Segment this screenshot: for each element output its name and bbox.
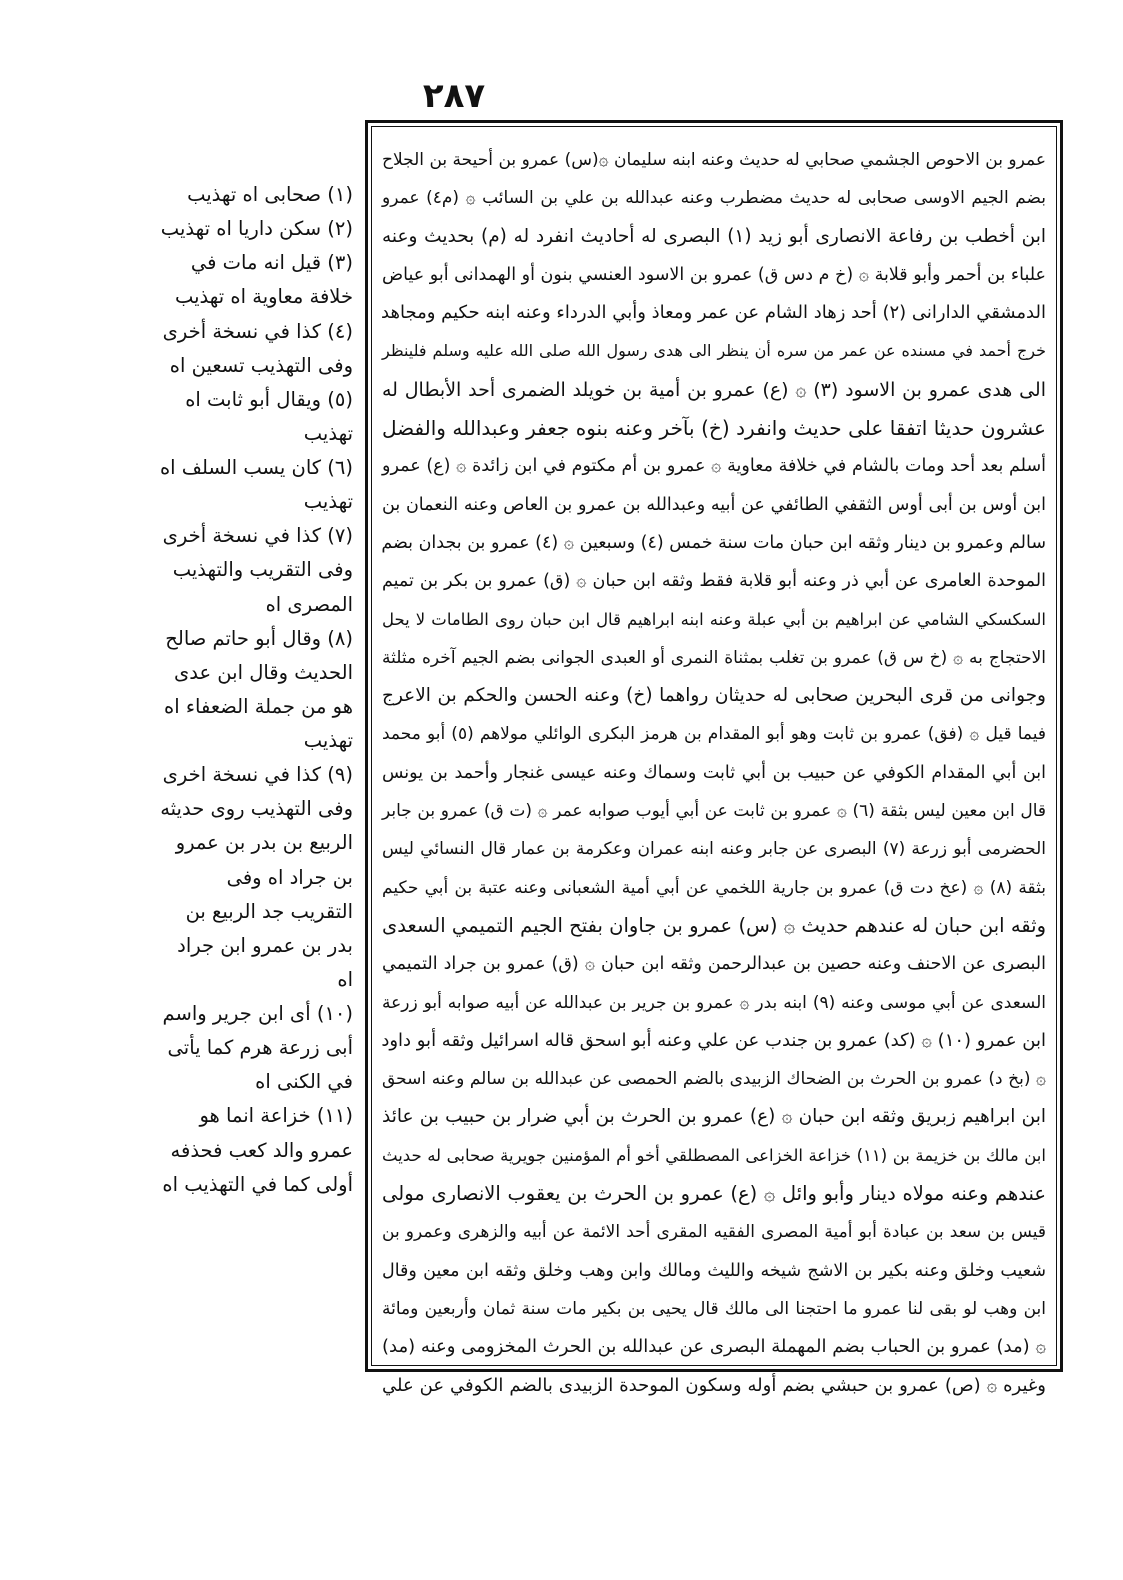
text-line: فيما قيل ۞ (فق) عمرو بن ثابت وهو أبو المقدام بن هرمز البكرى الوائلي مولاهم (٥) أبو محمد	[382, 724, 1046, 745]
text-line: السكسكي الشامي عن ابراهيم بن أبي عبلة وعنه ابنه ابراهيم قال ابن حبان روى الطامات لا يحل	[382, 609, 1046, 629]
text-line: عمرو بن الاحوص الجشمي صحابي له حديث وعنه ابنه سليمان ۞(س) عمرو بن أحيحة بن الجلاح	[382, 150, 1046, 170]
margin-note: (١١) خزاعة انما هو عمرو والد كعب فحذفه أولى كما في التهذيب اه	[162, 1104, 353, 1196]
text-line: قال ابن معين ليس بثقة (٦) ۞ عمرو بن ثابت عن أبي أيوب صوابه عمر ۞ (ت ق) عمرو بن جابر	[382, 801, 1047, 822]
margin-note: (١) صحابى اه تهذيب	[187, 183, 353, 206]
text-line: السعدى عن أبي موسى وعنه (٩) ابنه بدر ۞ عمرو بن جرير بن عبدالله عن أبيه صوابه أبو زرعة	[382, 992, 1046, 1013]
text-line: ابن مالك بن خزيمة بن (١١) خزاعة الخزاعى المصطلقي أخو أم المؤمنين جويرية صحابى له حديث	[382, 1145, 1046, 1165]
text-line: البصرى عن الاحنف وعنه حصين بن عبدالرحمن وثقه ابن حبان ۞ (ق) عمرو بن جراد التميمي	[382, 954, 1046, 975]
text-line: شعيب وخلق وعنه بكير بن الاشج شيخه والليث ومالك وابن وهب وخلق وثقه ابن معين وقال	[382, 1260, 1046, 1281]
margin-note: (٢) سكن داريا اه تهذيب	[160, 217, 353, 241]
margin-note: (١٠) أى ابن جرير واسم أبى زرعة هرم كما يأتى في الكنى اه	[162, 1002, 353, 1094]
text-line: قيس بن سعد بن عبادة أبو أمية المصرى الفقيه المقرى أحد الائمة عن أبيه والزهرى وعمرو بن	[382, 1222, 1046, 1243]
text-line: أسلم بعد أحد ومات بالشام في خلافة معاوية ۞ عمرو بن أم مكتوم في ابن زائدة ۞ (ع) عمرو	[382, 456, 1046, 477]
text-line: سالم وعمرو بن دينار وثقه ابن حبان مات سنة خمس (٤) وسبعين ۞ (٤) عمرو بن بجدان بضم	[381, 532, 1046, 553]
main-text-frame	[365, 120, 1063, 1396]
text-line: ۞ (بخ د) عمرو بن الحرث بن الضحاك الزبيدى بالضم الحمصى عن عبدالله بن سالم وعنه اسحق	[382, 1069, 1046, 1090]
text-line: عندهم وعنه مولاه دينار وأبو وائل ۞ (ع) عمرو بن الحرث بن يعقوب الانصارى مولى	[382, 1182, 1046, 1206]
text-line: الدمشقي الدارانى (٢) أحد زهاد الشام عن عمر ومعاذ وأبي الدرداء وعنه ابنه حكيم ومجاهد	[381, 302, 1046, 324]
text-line: ابن ابراهيم زبريق وثقه ابن حبان ۞ (ع) عمرو بن الحرث بن أبي ضرار بن حبيب بن عائذ	[382, 1106, 1046, 1128]
margin-note: (٧) كذا في نسخة أخرى وفى التقريب والتهذيب المصرى اه	[162, 524, 353, 616]
text-line: ابن أبي المقدام الكوفي عن حبيب بن أبي ثابت وسماك وعنه عيسى غنجار وأحمد بن يونس	[382, 762, 1046, 783]
text-line: ابن أوس بن أبى أوس الثقفي الطائفي عن أبيه وعبدالله بن عمرو بن العاص وعنه النعمان بن	[382, 494, 1046, 515]
margin-note: (٤) كذا في نسخة أخرى وفى التهذيب تسعين اه	[162, 319, 353, 377]
margin-notes	[158, 178, 353, 1298]
margin-note: (٣) قيل انه مات في خلافة معاوية اه تهذيب	[174, 251, 353, 309]
text-line: بثقة (٨) ۞ (عخ دت ق) عمرو بن جارية اللخمي عن أبي أمية الشعبانى وعنه عتبة بن أبي حكيم	[382, 877, 1046, 898]
text-line: ابن أخطب بن رفاعة الانصارى أبو زيد (١) البصرى له أحاديث انفرد له (م) بحديث وعنه	[382, 225, 1046, 247]
margin-note: (٩) كذا في نسخة اخرى وفى التهذيب روى حديثه الربيع بن بدر بن عمرو بن جراد اه وفى التقريب جد الربيع بن بدر بن عمرو ابن جراد اه	[160, 763, 353, 991]
text-line: وغيره ۞ (ص) عمرو بن حبشي بضم أوله وسكون الموحدة الزبيدى بالضم الكوفي عن علي	[382, 1374, 1046, 1396]
text-line: وثقه ابن حبان له عندهم حديث ۞ (س) عمرو بن جاوان بفتح الجيم التميمي السعدى	[382, 913, 1046, 937]
text-line: علباء بن أحمر وأبو قلابة ۞ (خ م دس ق) عمرو بن الاسود العنسي بنون أو الهمدانى أبو عياض	[382, 264, 1046, 285]
text-line: خرج أحمد في مسنده عن عمر من سره أن ينظر الى هدى رسول الله صلى الله عليه وسلم فلينظر	[382, 341, 1046, 361]
text-line: الاحتجاج به ۞ (خ س ق) عمرو بن تغلب بمثناة النمرى أو العبدى الجوانى بضم الجيم آخره مثلثة	[382, 647, 1046, 668]
margin-note: (٨) وقال أبو حاتم صالح الحديث وقال ابن عدى هو من جملة الضعفاء اه تهذيب	[164, 626, 353, 752]
text-line: بضم الجيم الاوسى صحابى له حديث مضطرب وعنه عبدالله بن علي بن السائب ۞ (م٤) عمرو	[382, 188, 1046, 209]
text-line: عشرون حديثا اتفقا على حديث وانفرد (خ) بآخر وعنه بنوه جعفر وعبدالله والفضل	[382, 416, 1046, 441]
page-number: ٢٨٧	[422, 76, 486, 116]
main-text-body	[371, 126, 1057, 1396]
text-line: ۞ (مد) عمرو بن الحباب بضم المهملة البصرى عن عبدالله بن الحرث المخزومى وعنه (مد)	[382, 1336, 1046, 1358]
text-line: ابن عمرو (١٠) ۞ (كد) عمرو بن جندب عن علي وعنه أبو اسحق قاله اسرائيل وثقه أبو داود	[381, 1029, 1046, 1051]
margin-note: (٦) كان يسب السلف اه تهذيب	[159, 456, 353, 514]
text-line: ابن وهب لو بقى لنا عمرو ما احتجنا الى مالك قال يحيى بن بكير مات سنة ثمان وأربعين ومائة	[382, 1298, 1046, 1319]
text-line: الموحدة العامرى عن أبي ذر وعنه أبو قلابة فقط وثقه ابن حبان ۞ (ق) عمرو بن بكر بن تميم	[382, 571, 1046, 592]
margin-note: (٥) ويقال أبو ثابت اه تهذيب	[185, 387, 353, 445]
text-line: الى هدى عمرو بن الاسود (٣) ۞ (ع) عمرو بن أمية بن خويلد الضمرى أحد الأبطال له	[382, 378, 1046, 401]
text-line: الحضرمى أبو زرعة (٧) البصرى عن جابر وعنه ابنه عمران وعكرمة بن عمار قال النسائي ليس	[382, 839, 1046, 860]
text-line: وجوانى من قرى البحرين صحابى له حديثان رواهما (خ) وعنه الحسن والحكم بن الاعرج	[382, 685, 1046, 707]
